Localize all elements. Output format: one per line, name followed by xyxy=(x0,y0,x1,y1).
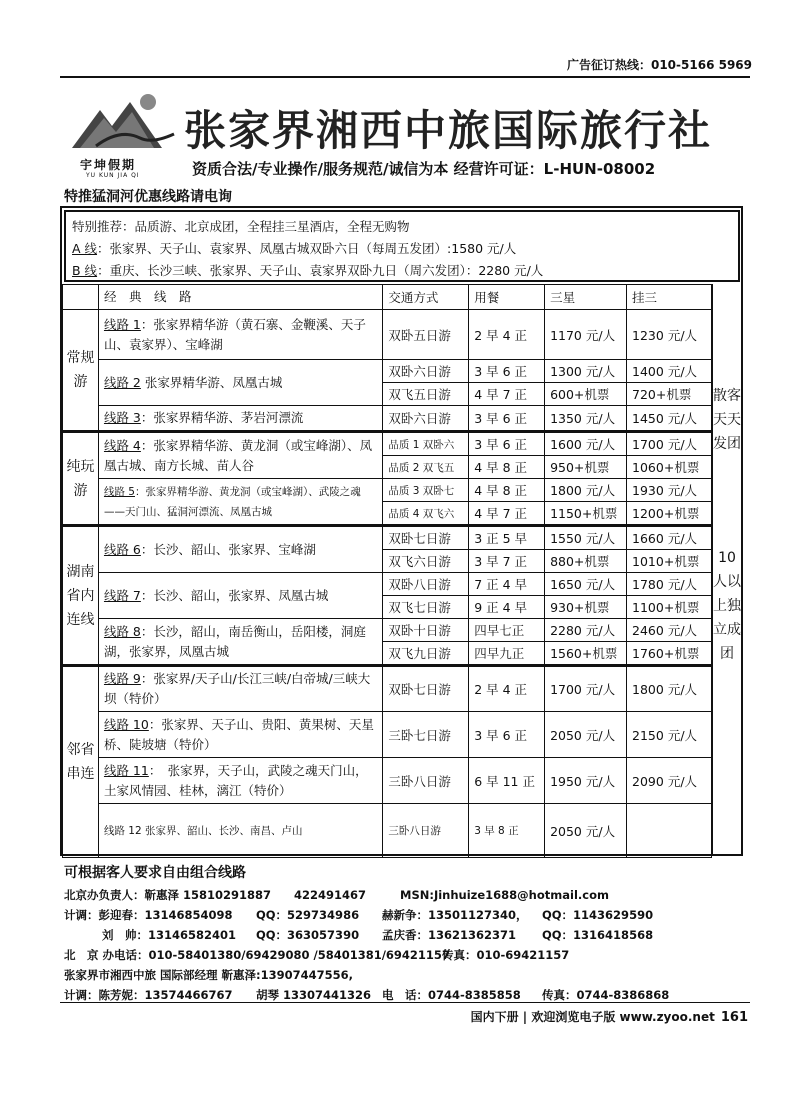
price-three-star: 1560+机票 xyxy=(545,642,627,666)
page-footer xyxy=(471,1008,748,1025)
planner-he: 赫新争：13501127340， xyxy=(382,908,528,922)
route-text: ：张家界精华游、黄龙洞（或宝峰湖）、凤凰古城、南方长城、苗人谷 xyxy=(103,437,373,473)
table-row xyxy=(63,432,712,456)
transport: 双卧五日游 xyxy=(383,310,469,360)
meals: 四早七正 xyxy=(469,619,545,642)
transport: 双卧七日游 xyxy=(383,666,469,712)
planner-meng-qq: QQ：1316418568 xyxy=(542,928,654,942)
meals: 4 早 7 正 xyxy=(469,383,545,406)
route-9 xyxy=(98,666,382,712)
promo-box xyxy=(64,210,740,282)
meals: 3 早 6 正 xyxy=(469,432,545,456)
route-text: ：长沙，韶山，南岳衡山，岳阳楼，洞庭湖，张家界，凤凰古城 xyxy=(103,623,366,659)
price-three-star: 1550 元/人 xyxy=(545,526,627,550)
category-pure-play: 纯玩游 xyxy=(63,432,99,526)
promo-a-text: ：张家界、天子山、袁家界、凤凰古城双卧六日（每周五发团）:1580 元/人 xyxy=(97,241,517,256)
transport: 双飞六日游 xyxy=(383,550,469,573)
route-text: ：长沙、韶山，张家界、凤凰古城 xyxy=(140,587,329,603)
table-row xyxy=(63,712,712,758)
route-8 xyxy=(98,619,382,666)
header-transport: 交通方式 xyxy=(383,285,469,310)
price-rated-three: 1060+机票 xyxy=(627,456,712,479)
price-rated-three: 1660 元/人 xyxy=(627,526,712,550)
header-meals: 用餐 xyxy=(469,285,545,310)
route-4 xyxy=(98,432,382,479)
price-three-star: 2050 元/人 xyxy=(545,712,627,758)
table-row xyxy=(63,573,712,596)
sidebar-group-text: 10人以上独立成团 xyxy=(713,550,741,662)
top-divider xyxy=(60,76,750,78)
contact-row xyxy=(64,885,744,905)
header-blank xyxy=(63,285,99,310)
meals: 2 早 4 正 xyxy=(469,666,545,712)
price-three-star: 1170 元/人 xyxy=(545,310,627,360)
route-2 xyxy=(98,360,382,406)
transport: 三卧七日游 xyxy=(383,712,469,758)
price-rated-three: 1760+机票 xyxy=(627,642,712,666)
category-hunan: 湖南省内连线 xyxy=(63,526,99,666)
price-three-star: 1700 元/人 xyxy=(545,666,627,712)
meals: 3 早 6 正 xyxy=(469,712,545,758)
price-rated-three: 2150 元/人 xyxy=(627,712,712,758)
category-regular: 常规游 xyxy=(63,310,99,432)
price-rated-three: 1930 元/人 xyxy=(627,479,712,502)
price-rated-three: 1400 元/人 xyxy=(627,360,712,383)
special-title: 特推猛洞河优惠线路请电询 xyxy=(64,189,232,205)
category-neighbor: 邻省串连 xyxy=(63,666,99,858)
promo-line-b xyxy=(72,260,732,282)
route-text: 张家界精华游、凤凰古城 xyxy=(140,374,283,390)
promo-line-a xyxy=(72,238,732,260)
price-three-star: 1600 元/人 xyxy=(545,432,627,456)
zhangjiajie-phone: 电 话：0744-8385858 xyxy=(382,988,521,1002)
logo-pinyin: YU KUN JIA QI xyxy=(86,172,140,179)
transport: 双飞七日游 xyxy=(383,596,469,619)
table-row xyxy=(63,406,712,432)
transport: 双飞五日游 xyxy=(383,383,469,406)
price-rated-three: 1450 元/人 xyxy=(627,406,712,432)
company-slogan: 资质合法/专业操作/服务规范/诚信为本 经营许可证：L-HUN-08002 xyxy=(192,160,656,178)
route-label: 线路 5 xyxy=(103,485,135,498)
route-text: ：张家界精华游、黄龙洞（或宝峰湖）、武陵之魂——天门山、猛洞河漂流、凤凰古城 xyxy=(103,485,361,518)
price-three-star: 1800 元/人 xyxy=(545,479,627,502)
company-name: 张家界湘西中旅国际旅行社 xyxy=(184,106,713,155)
route-text: ：张家界精华游（黄石寨、金鞭溪、天子山、袁家界）、宝峰湖 xyxy=(103,316,366,352)
price-rated-three: 720+机票 xyxy=(627,383,712,406)
promo-b-label: B 线 xyxy=(72,263,98,278)
promo-line-1: 特别推荐：品质游、北京成团，全程挂三星酒店，全程无购物 xyxy=(72,219,410,234)
route-text: ：张家界/天子山/长江三峡/白帝城/三峡大坝（特价） xyxy=(103,671,371,706)
planner-peng: 计调：彭迎春：13146854098 xyxy=(64,908,233,922)
route-label: 线路 4 xyxy=(103,437,141,453)
company-logo xyxy=(70,88,180,178)
route-3 xyxy=(98,406,382,432)
routes-table xyxy=(62,284,712,858)
planner-meng: 孟庆香：13621362371 xyxy=(382,928,517,942)
table-row xyxy=(63,526,712,550)
route-1 xyxy=(98,310,382,360)
meals: 9 正 4 早 xyxy=(469,596,545,619)
route-6 xyxy=(98,526,382,573)
route-label: 线路 1 xyxy=(103,316,141,332)
price-three-star: 1950 元/人 xyxy=(545,758,627,804)
route-5 xyxy=(98,479,382,526)
route-7 xyxy=(98,573,382,619)
planner-peng-qq: QQ：529734986 xyxy=(256,908,360,922)
transport: 双卧八日游 xyxy=(383,573,469,596)
meals: 四早九正 xyxy=(469,642,545,666)
promo-b-text: ：重庆、长沙三峡、张家界、天子山、袁家界双卧九日（周六发团）：2280 元/人 xyxy=(97,263,544,278)
meals: 3 早 8 正 xyxy=(469,804,545,858)
meals: 6 早 11 正 xyxy=(469,758,545,804)
table-row xyxy=(63,479,712,502)
meals: 3 早 6 正 xyxy=(469,406,545,432)
price-three-star: 930+机票 xyxy=(545,596,627,619)
table-row xyxy=(63,758,712,804)
price-three-star: 1350 元/人 xyxy=(545,406,627,432)
footer-text: 国内下册 | 欢迎浏览电子版 www.zyoo.net xyxy=(470,1010,715,1024)
header-rated-three: 挂三 xyxy=(627,285,712,310)
price-three-star: 950+机票 xyxy=(545,456,627,479)
price-rated-three: 2460 元/人 xyxy=(627,619,712,642)
price-rated-three: 1780 元/人 xyxy=(627,573,712,596)
route-label: 线路 12 xyxy=(103,824,142,837)
price-three-star: 880+机票 xyxy=(545,550,627,573)
transport: 三卧八日游 xyxy=(383,758,469,804)
zhangjiajie-fax: 传真：0744-8386868 xyxy=(542,988,670,1002)
transport: 品质 4 双飞六 xyxy=(383,502,469,526)
price-rated-three: 1010+机票 xyxy=(627,550,712,573)
price-three-star: 600+机票 xyxy=(545,383,627,406)
bottom-divider xyxy=(60,1002,750,1003)
transport: 品质 3 双卧七 xyxy=(383,479,469,502)
route-label: 线路 8 xyxy=(103,623,141,639)
table-row xyxy=(63,619,712,642)
table-row xyxy=(63,360,712,383)
table-row xyxy=(63,310,712,360)
manager-qq: 422491467 xyxy=(294,888,367,902)
price-rated-three: 1700 元/人 xyxy=(627,432,712,456)
meals: 4 早 8 正 xyxy=(469,479,545,502)
header-three-star: 三星 xyxy=(545,285,627,310)
transport: 双卧六日游 xyxy=(383,360,469,383)
price-rated-three: 2090 元/人 xyxy=(627,758,712,804)
route-text: 张家界、韶山、长沙、南昌、卢山 xyxy=(141,824,303,837)
route-text: ：张家界、天子山、贵阳、黄果树、天星桥、陡坡塘（特价） xyxy=(103,716,374,752)
page-number: 161 xyxy=(720,1010,748,1025)
beijing-office-phone: 北 京 办电话：010-58401380/69429080 /58401381/69421157 xyxy=(64,948,450,962)
meals: 4 早 8 正 xyxy=(469,456,545,479)
logo-chinese-name: 宇坤假期 xyxy=(80,158,137,172)
route-12 xyxy=(98,804,382,858)
beijing-manager: 北京办负责人：靳惠泽 15810291887 xyxy=(64,888,272,902)
transport: 双卧六日游 xyxy=(383,406,469,432)
custom-route-title: 可根据客人要求自由组合线路 xyxy=(64,865,246,881)
price-rated-three: 1800 元/人 xyxy=(627,666,712,712)
route-text: ：长沙、韶山、张家界、宝峰湖 xyxy=(140,541,316,557)
sidebar-daily-text: 散客天天发团 xyxy=(713,388,741,452)
route-text: ： 张家界，天子山，武陵之魂天门山，土家风情园、桂林，漓江（特价） xyxy=(103,762,368,798)
planner-hu: 胡琴 13307441326 xyxy=(256,988,372,1002)
contact-row xyxy=(64,945,744,965)
route-11 xyxy=(98,758,382,804)
meals: 7 正 4 早 xyxy=(469,573,545,596)
promo-a-label: A 线 xyxy=(72,241,98,256)
beijing-office-fax: 传真：010-69421157 xyxy=(442,948,570,962)
price-three-star: 2050 元/人 xyxy=(545,804,627,858)
price-rated-three: 1100+机票 xyxy=(627,596,712,619)
transport: 品质 2 双飞五 xyxy=(383,456,469,479)
manager-msn: MSN:Jinhuize1688@hotmail.com xyxy=(400,888,609,902)
price-rated-three: 1200+机票 xyxy=(627,502,712,526)
table-row xyxy=(63,804,712,858)
route-label: 线路 3 xyxy=(103,410,141,425)
route-label: 线路 11 xyxy=(103,762,149,778)
contact-row xyxy=(64,925,744,945)
ad-hotline: 广告征订热线：010-5166 5969 xyxy=(566,58,752,72)
route-label: 线路 7 xyxy=(103,587,141,603)
price-three-star: 2280 元/人 xyxy=(545,619,627,642)
route-label: 线路 2 xyxy=(103,374,141,390)
sidebar-note xyxy=(712,284,740,854)
transport: 品质 1 双卧六 xyxy=(383,432,469,456)
route-label: 线路 10 xyxy=(103,716,149,732)
planner-chen: 计调：陈芳妮：13574466767 xyxy=(64,988,233,1002)
price-three-star: 1300 元/人 xyxy=(545,360,627,383)
contact-row xyxy=(64,965,744,985)
contact-row xyxy=(64,905,744,925)
header-route: 经 典 线 路 xyxy=(98,285,382,310)
mountain-logo-icon xyxy=(70,88,180,156)
planner-liu-qq: QQ：363057390 xyxy=(256,928,360,942)
route-10 xyxy=(98,712,382,758)
planner-he-qq: QQ：1143629590 xyxy=(542,908,654,922)
meals: 3 早 7 正 xyxy=(469,550,545,573)
table-row xyxy=(63,666,712,712)
transport: 双飞九日游 xyxy=(383,642,469,666)
price-three-star: 1650 元/人 xyxy=(545,573,627,596)
zhangjiajie-office: 张家界市湘西中旅 国际部经理 靳惠泽:13907447556, xyxy=(64,968,353,982)
route-text: ：张家界精华游、茅岩河漂流 xyxy=(140,410,304,425)
table-header-row xyxy=(63,285,712,310)
transport: 双卧十日游 xyxy=(383,619,469,642)
meals: 2 早 4 正 xyxy=(469,310,545,360)
meals: 4 早 7 正 xyxy=(469,502,545,526)
meals: 3 早 6 正 xyxy=(469,360,545,383)
route-label: 线路 9 xyxy=(103,671,141,686)
route-label: 线路 6 xyxy=(103,541,141,557)
contact-block xyxy=(64,885,744,1005)
transport: 双卧七日游 xyxy=(383,526,469,550)
price-rated-three: 1230 元/人 xyxy=(627,310,712,360)
price-three-star: 1150+机票 xyxy=(545,502,627,526)
transport: 三卧八日游 xyxy=(383,804,469,858)
price-rated-three xyxy=(627,804,712,858)
planner-liu: 刘 帅：13146582401 xyxy=(102,928,237,942)
meals: 3 正 5 早 xyxy=(469,526,545,550)
